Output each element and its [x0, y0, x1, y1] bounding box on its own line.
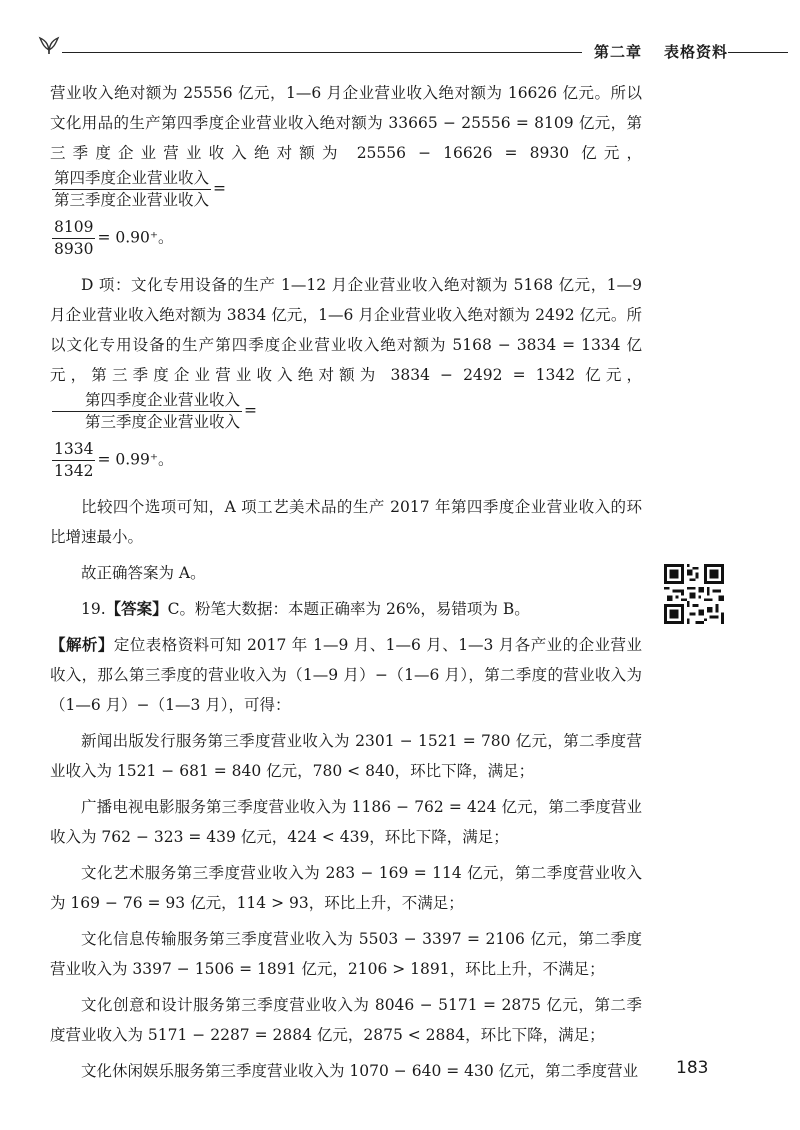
chapter-label: 第二章	[594, 43, 643, 61]
compare-paragraph: 比较四个选项可知，A 项工艺美术品的生产 2017 年第四季度企业营业收入的环比增速最小。	[50, 498, 642, 546]
section-label: 表格资料	[664, 43, 729, 61]
fraction-numerator: 第四季度企业营业收入	[52, 390, 242, 412]
paragraph-d-text: D 项：文化专用设备的生产 1—12 月企业营业收入绝对额为 5168 亿元，1—9 月企业营业收入绝对额为 3834 亿元，1—6 月企业营业收入绝对额为 2492 亿元。所以文化专用设备的生产第四季度企业营业收入绝对额为 5168 − 3834 = 1334 亿元，第三季度企业营业收入绝对额为 3834 − 2492 = 1342 亿元，	[50, 276, 642, 384]
page-number: 183	[676, 1058, 709, 1078]
question-number: 19.	[81, 600, 106, 618]
sector-broadcast-film: 广播电视电影服务第三季度营业收入为 1186 − 762 = 424 亿元，第二季度营业收入为 762 − 323 = 439 亿元，424 < 439，环比下降，满足；	[50, 798, 642, 846]
equals-sign: =	[213, 179, 227, 198]
result-c	[50, 217, 642, 260]
analysis-tag: 【解析】	[50, 636, 114, 654]
sector-creative-design: 文化创意和设计服务第三季度营业收入为 8046 − 5171 = 2875 亿元，第二季度营业收入为 5171 − 2287 = 2884 亿元，2875 < 2884，环比下降，满足；	[50, 996, 642, 1044]
page-body	[50, 78, 642, 1092]
fraction-denominator: 8930	[54, 240, 94, 258]
fraction-denominator: 第三季度企业营业收入	[85, 413, 241, 431]
leaf-icon	[34, 32, 64, 56]
ratio-fraction-c	[52, 168, 211, 211]
ratio-fraction-d	[52, 390, 242, 433]
page-header	[0, 0, 800, 70]
fraction-denominator: 1342	[54, 462, 94, 480]
answer-text: C。粉笔大数据：本题正确率为 26%，易错项为 B。	[167, 600, 530, 618]
analysis-paragraph	[50, 630, 642, 720]
sector-info-transmission: 文化信息传输服务第三季度营业收入为 5503 − 3397 = 2106 亿元，第二季度营业收入为 3397 − 1506 = 1891 亿元，2106 > 1891，环比上升，不满足；	[50, 930, 642, 978]
header-rule-left	[62, 52, 582, 53]
equals-sign: =	[244, 401, 258, 420]
fraction-numerator: 8109	[52, 217, 95, 239]
analysis-text: 定位表格资料可知 2017 年 1—9 月、1—6 月、1—3 月各产业的企业营业收入，那么第三季度的营业收入为（1—9 月）−（1—6 月），第二季度的营业收入为（1—6 月）−（1—3 月），可得：	[50, 636, 642, 714]
paragraph-d	[50, 270, 642, 433]
answer-tag: 【答案】	[105, 600, 168, 618]
question-19-answer	[50, 594, 642, 624]
fraction-numerator: 第四季度企业营业收入	[52, 168, 211, 190]
result-value: = 0.90⁺。	[97, 228, 174, 247]
sector-news-publishing: 新闻出版发行服务第三季度营业收入为 2301 − 1521 = 780 亿元，第二季度营业收入为 1521 − 681 = 840 亿元，780 < 840，环比下降，满足；	[50, 732, 642, 780]
qr-code-icon[interactable]	[664, 564, 724, 624]
value-fraction-c	[52, 217, 95, 260]
result-d	[50, 439, 642, 482]
sector-arts: 文化艺术服务第三季度营业收入为 283 − 169 = 114 亿元，第二季度营业收入为 169 − 76 = 93 亿元，114 > 93，环比上升，不满足；	[50, 864, 642, 912]
answer-line: 故正确答案为 A。	[81, 564, 206, 582]
value-fraction-d	[52, 439, 95, 482]
sector-leisure-entertainment: 文化休闲娱乐服务第三季度营业收入为 1070 − 640 = 430 亿元，第二季度营业	[81, 1062, 639, 1080]
fraction-numerator: 1334	[52, 439, 95, 461]
header-rule-right	[728, 52, 788, 53]
chapter-title	[594, 41, 728, 62]
fraction-denominator: 第三季度企业营业收入	[54, 191, 210, 209]
paragraph-c	[50, 78, 642, 211]
result-value: = 0.99⁺。	[97, 450, 174, 469]
paragraph-c-text: 营业收入绝对额为 25556 亿元，1—6 月企业营业收入绝对额为 16626 亿元。所以文化用品的生产第四季度企业营业收入绝对额为 33665 − 25556 = 8109 亿元，第三季度企业营业收入绝对额为 25556 − 16626 = 8930 亿元，	[50, 84, 642, 162]
